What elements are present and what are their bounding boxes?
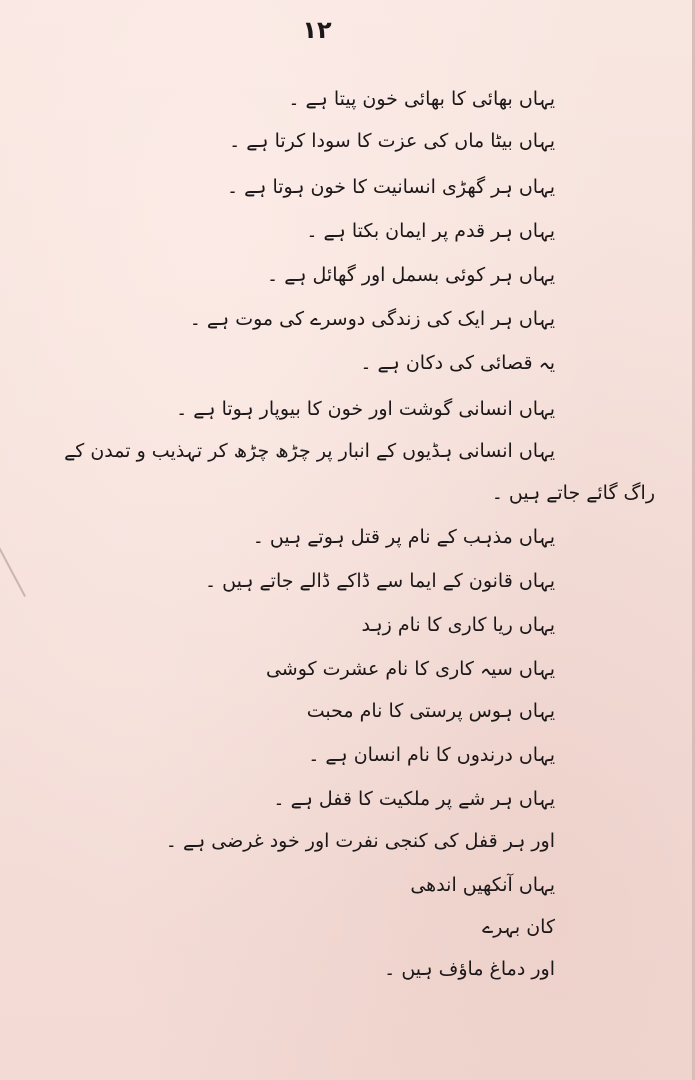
text-line: یہاں سیہ کاری کا نام عشرت کوشی bbox=[265, 658, 555, 680]
text-line: راگ گائے جاتے ہیں ۔ bbox=[491, 482, 655, 504]
text-line: یہاں بیٹا ماں کی عزت کا سودا کرتا ہے ۔ bbox=[229, 130, 555, 152]
text-line: یہاں ہوس پرستی کا نام محبت bbox=[306, 700, 555, 722]
text-line: یہاں مذہب کے نام پر قتل ہوتے ہیں ۔ bbox=[252, 526, 555, 548]
text-line: یہاں قانون کے ایما سے ڈاکے ڈالے جاتے ہیں ۔ bbox=[204, 570, 555, 592]
stray-pen-mark bbox=[0, 543, 26, 597]
text-line: یہاں انسانی ہڈیوں کے انبار پر چڑھ چڑھ کر تہذیب و تمدن کے bbox=[64, 440, 555, 462]
text-line: یہاں ہر شے پر ملکیت کا قفل ہے ۔ bbox=[273, 788, 555, 810]
text-line: یہاں ریا کاری کا نام زہد bbox=[361, 614, 555, 636]
text-line: یہاں بھائی کا بھائی خون پیتا ہے ۔ bbox=[288, 88, 555, 110]
text-line: اور دماغ ماؤف ہیں ۔ bbox=[384, 958, 555, 980]
text-line: یہاں انسانی گوشت اور خون کا بیوپار ہوتا ہے ۔ bbox=[176, 398, 555, 420]
text-line: یہاں درندوں کا نام انسان ہے ۔ bbox=[308, 744, 555, 766]
text-line: یہاں ہر گھڑی انسانیت کا خون ہوتا ہے ۔ bbox=[226, 176, 555, 198]
page-number: ١٢ bbox=[302, 16, 332, 44]
text-line: یہاں آنکھیں اندھی bbox=[410, 874, 555, 896]
text-line: یہاں ہر ایک کی زندگی دوسرے کی موت ہے ۔ bbox=[189, 308, 555, 330]
text-line: کان بہرے bbox=[482, 916, 555, 938]
text-line: اور ہر قفل کی کنجی نفرت اور خود غرضی ہے ۔ bbox=[165, 830, 555, 852]
text-line: یہاں ہر کوئی بسمل اور گھائل ہے ۔ bbox=[267, 264, 555, 286]
text-line: یہ قصائی کی دکان ہے ۔ bbox=[360, 352, 555, 374]
text-line: یہاں ہر قدم پر ایمان بکتا ہے ۔ bbox=[306, 220, 555, 242]
